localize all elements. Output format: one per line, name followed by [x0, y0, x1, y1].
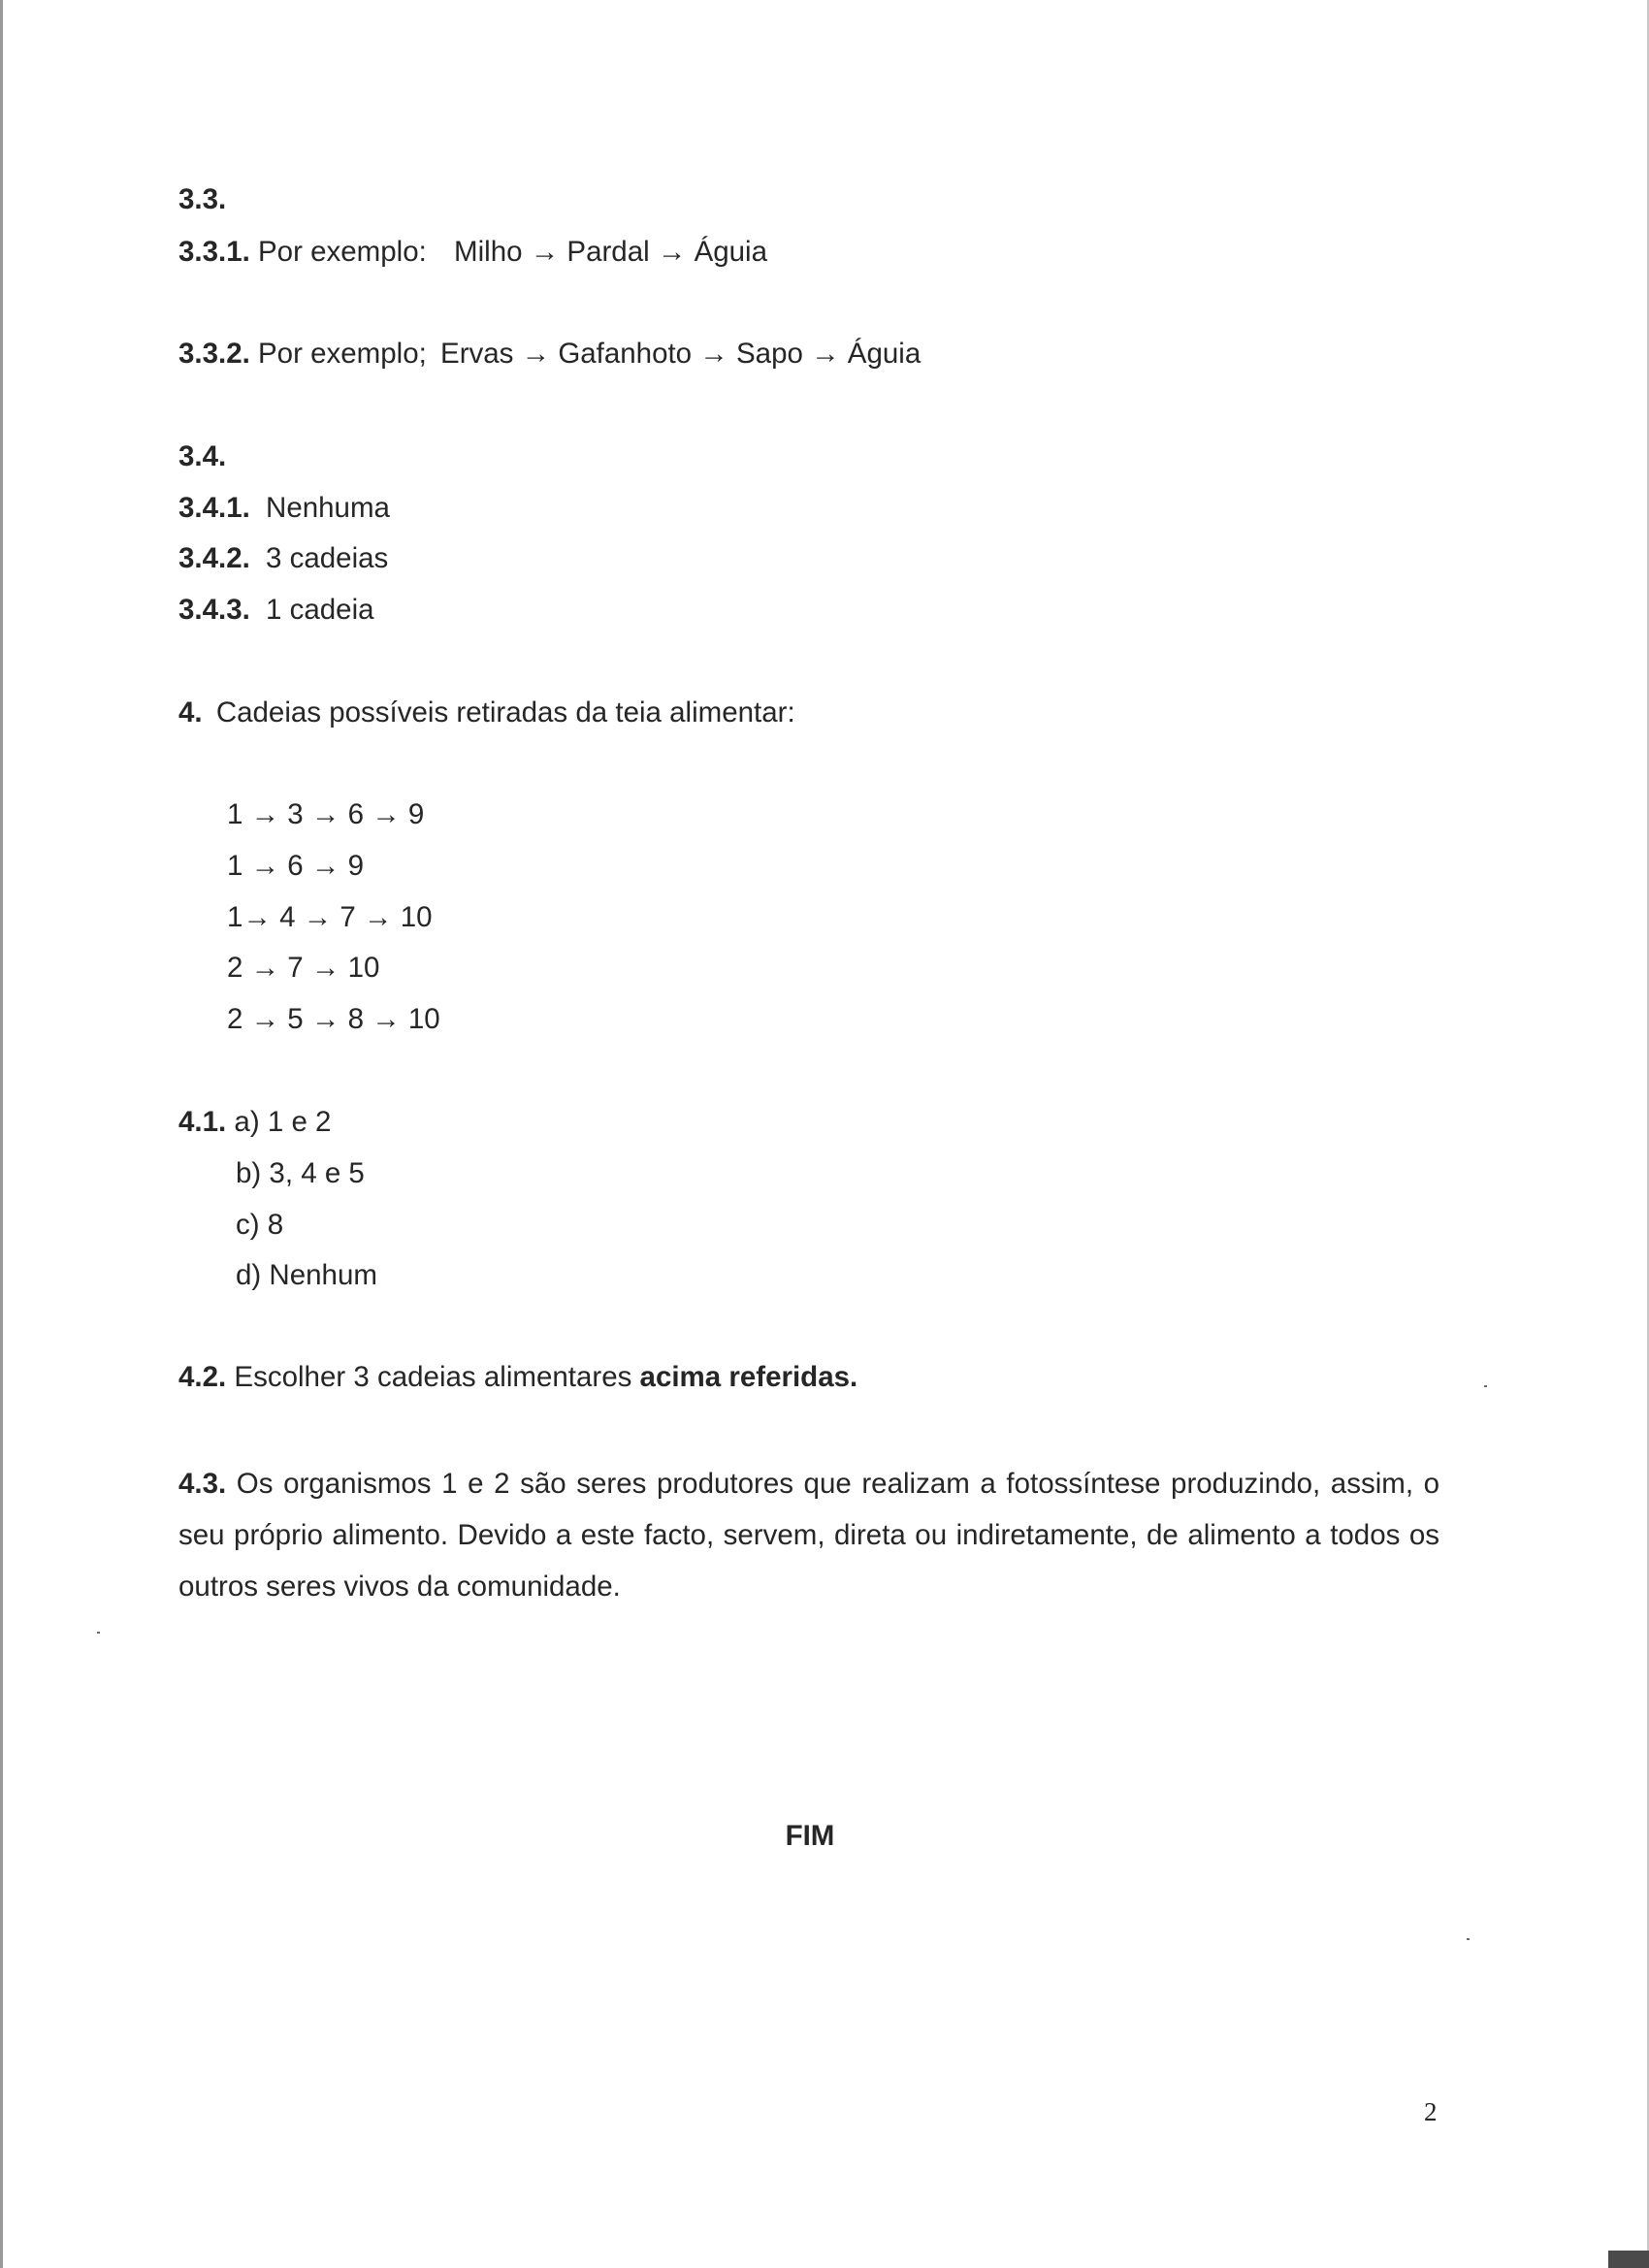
scan-corner-mark — [1608, 2251, 1649, 2268]
section-text: Cadeias possíveis retiradas da teia alimentar: — [215, 697, 795, 729]
section-number: 3.3.2. — [178, 338, 250, 370]
section-number: 4.1. — [178, 1106, 227, 1138]
section-4-heading — [178, 696, 795, 730]
section-number: 3.4.2. — [178, 542, 250, 574]
section-number: 3.3.1. — [178, 236, 250, 268]
food-chain-line: 2 → 7 → 10 — [227, 952, 380, 984]
answer-4-3 — [178, 1458, 1439, 1612]
section-number: 4.3. — [178, 1468, 227, 1500]
section-number: 3.4. — [178, 440, 227, 472]
page-number: 2 — [1424, 2097, 1438, 2126]
food-chain-line: 1→ 4 → 7 → 10 — [227, 901, 433, 933]
answer-3-4-1 — [178, 491, 390, 526]
answer-text: 3 cadeias — [266, 542, 389, 574]
scan-edge-left — [0, 0, 3, 2268]
answer-4-2 — [178, 1360, 857, 1395]
section-number: 3.4.1. — [178, 492, 250, 524]
section-number: 3.3. — [178, 183, 227, 215]
food-chain-example: Ervas → Gafanhoto → Sapo → Águia — [440, 338, 922, 370]
food-chain-line: 2 → 5 → 8 → 10 — [227, 1003, 440, 1035]
answer-4-1 — [178, 1105, 331, 1140]
answer-text: Por exemplo: — [249, 236, 427, 268]
section-number: 3.4.3. — [178, 594, 250, 626]
section-number: 4.2. — [178, 1361, 227, 1393]
answer-text: Escolher 3 cadeias alimentares — [226, 1361, 640, 1393]
option-b: b) 3, 4 e 5 — [236, 1157, 365, 1189]
food-chain-example: Milho → Pardal → Águia — [454, 236, 768, 268]
scan-speck — [1484, 1385, 1487, 1387]
food-chain-line: 1 → 6 → 9 — [227, 850, 365, 882]
food-chain-line: 1 → 3 → 6 → 9 — [227, 798, 425, 830]
option-d: d) Nenhum — [236, 1259, 377, 1291]
scan-speck — [1467, 1938, 1470, 1940]
answer-paragraph: Os organismos 1 e 2 são seres produtores que realizam a fotossíntese produzindo, assim, o seu próprio alimento. Devido a este facto, servem, direta ou indiretamente, de alimento a todos os outros seres vivos da comunidade. — [178, 1468, 1439, 1603]
end-marker: FIM — [785, 1820, 835, 1852]
section-3-3-heading — [178, 182, 226, 217]
answer-text: Por exemplo; — [249, 338, 427, 370]
option-c: c) 8 — [236, 1209, 284, 1241]
scan-speck — [97, 1632, 100, 1634]
option-a: a) 1 e 2 — [234, 1106, 332, 1138]
answer-3-3-1 — [178, 235, 767, 270]
section-3-4-heading — [178, 439, 226, 474]
answer-text: 1 cadeia — [266, 594, 374, 626]
answer-text: Nenhuma — [266, 492, 390, 524]
answer-3-4-3 — [178, 593, 374, 628]
answer-3-4-2 — [178, 541, 388, 576]
answer-3-3-2 — [178, 337, 921, 372]
section-number: 4. — [178, 697, 203, 729]
answer-emphasis: acima referidas. — [639, 1361, 858, 1393]
